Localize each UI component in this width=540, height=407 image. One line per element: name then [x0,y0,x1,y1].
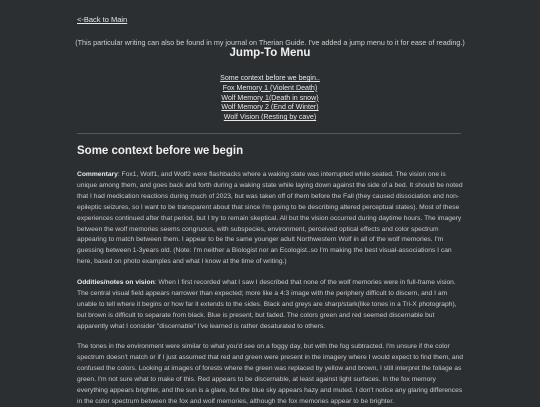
paragraph-lead: Oddities/notes on vision [77,279,155,286]
jump-menu-item [0,81,540,91]
vision-notes-paragraph [77,278,463,333]
environment-tones-paragraph [77,342,463,407]
jump-menu-title: Jump-To Menu [229,47,311,59]
back-to-main-link[interactable]: <-Back to Main [77,15,128,24]
jump-link-context[interactable]: Some context before we begin.. [220,74,320,82]
jump-link-wolf-memory-2[interactable]: Wolf Memory 2 (End of Winter) [221,103,319,112]
jump-link-wolf-vision[interactable]: Wolf Vision (Resting by cave) [223,113,317,122]
commentary-paragraph [77,170,463,268]
intro-note: (This particular writing can also be found in my journal on Therian Guide. I've added a jump menu to it for ease of reading.) [75,38,465,47]
paragraph-text: The tones in the environment were similar to what you'd see on a foggy day, but with the fog subtracted. I'm unsure if the color spectrum doesn't match or if I just assumed that red and green were present in the imagery where I would expect to find them, and confused the colors. Looking at images of forests where the green was replaced by yellow and brown, I still interpret the foliage as green. I'm not sure what to make of this. Red appears to be discernable, at least against light surfaces. In the fox memory everything appears brighter, and the sun is a glare, but the blue sky appears hazy and muted. I don't notice any glaring differences in the color spectrum between the fox and wolf memories, although the fox memories appear to be brighter. [77,343,464,405]
section-divider [77,133,461,134]
jump-link-wolf-memory-1[interactable]: Wolf Memory 1(Death in snow) [221,93,319,102]
jump-menu-item [0,110,540,120]
jump-menu-item [0,71,540,81]
jump-link-fox-memory-1[interactable]: Fox Memory 1 (Violent Death) [222,83,318,92]
jump-menu [0,71,540,120]
paragraph-lead: Commentary [77,171,118,178]
jump-menu-item [0,91,540,101]
paragraph-text: : Fox1, Wolf1, and Wolf2 were flashbacks where a waking state was interrupted while seated. The vision one is unique among them, and goes back and forth during a waking state while laying down against the side of a bed. It should be noted that I had medication reactions during much of 2023, but was taken off of them before the Fall (they caused dissociation and non-epileptic seizures, so I want to be transparent about that since I'm going to be describing altered perceptual states). Most of these experiences continued after that period, but I try to remain skeptical. All but the vision occurred during daytime hours. The imagery between the wolf memories seems congruous, with subspecies, environment, perceived optical effects and color spectrum appearing to match between them. I appear to be the same younger adult Northwestern Wolf in all of the wolf memories. I'm guessing between 1-3years old. (Note: I'm neither a Biologist nor an Ecologist..so I'm making the best visual-associations I can here, based on photo examples and what I know at the time of writing.) [77,171,463,266]
jump-menu-item [0,100,540,110]
paragraph-text: : When I first recorded what I saw I described that none of the wolf memories were in full-frame vision. The central visual field appears narrower than expected; more like a 4:3 image with the periphery difficult to discern, and I am unable to tell where it begins or how far it extends to the sides. Black and greys are sharp/stark(like tones in a Tri-X photograph), but brown is difficult to separate from black. Blue is present, but faded. The colors green and red seemed discernable but apparently what I consider "discernable" I've learned is rather desaturated to others. [77,279,457,330]
section-title: Some context before we begin [77,145,244,157]
